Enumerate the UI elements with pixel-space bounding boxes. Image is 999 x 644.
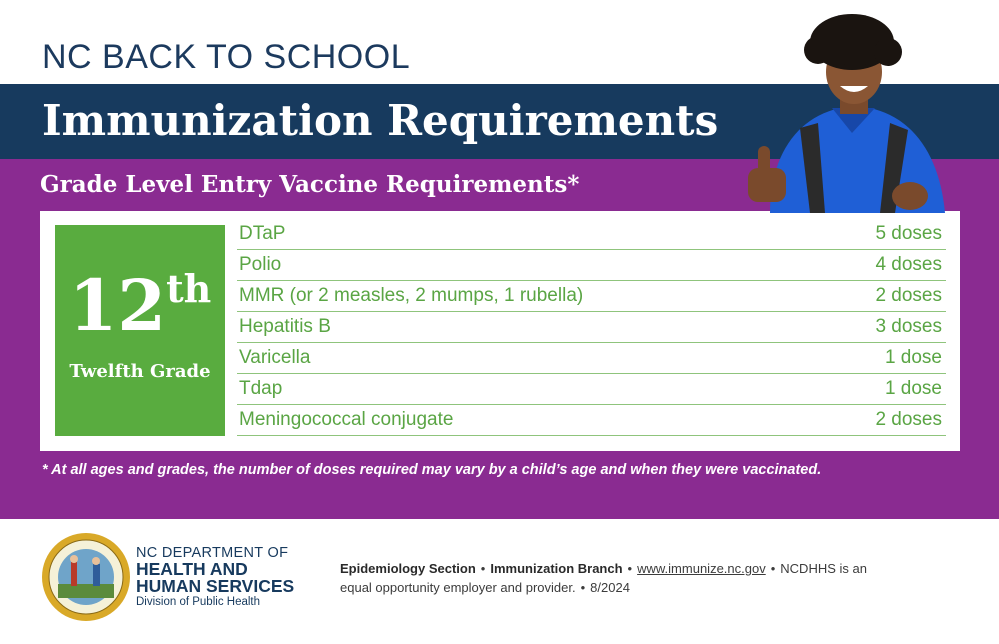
vaccine-doses: 2 doses — [875, 409, 942, 430]
footnote: * At all ages and grades, the number of doses required may vary by a child’s age and when they were vaccinated. — [42, 462, 822, 478]
top-title: NC BACK TO SCHOOL — [42, 38, 411, 76]
date-stamp: 8/2024 — [590, 580, 630, 595]
vaccine-name: Varicella — [239, 347, 311, 368]
vaccine-row — [237, 405, 946, 436]
eo-text-1: NCDHHS is an — [780, 561, 867, 576]
dept-line1: NC DEPARTMENT OF — [136, 545, 289, 561]
vaccine-name: Tdap — [239, 378, 283, 399]
division-name: Division of Public Health — [136, 596, 261, 608]
vaccine-name: Hepatitis B — [239, 316, 331, 337]
grade-label: Twelfth Grade — [69, 361, 211, 382]
vaccine-row — [237, 281, 946, 312]
vaccine-doses: 1 dose — [884, 347, 942, 368]
vaccine-doses: 5 doses — [875, 223, 942, 244]
vaccine-row — [237, 312, 946, 343]
footer-info: Epidemiology Section • Immunization Branch • www.immunize.nc.gov • NCDHHS is an equal opportunity employer and provider. • 8/2024 — [340, 561, 867, 595]
vaccine-row — [237, 343, 946, 374]
vaccine-row — [237, 250, 946, 281]
section-name: Epidemiology Section — [340, 561, 476, 576]
dept-line3: HUMAN SERVICES — [136, 576, 295, 596]
vaccine-name: DTaP — [239, 223, 286, 244]
vaccine-doses: 4 doses — [875, 254, 942, 275]
section-subtitle: Grade Level Entry Vaccine Requirements* — [40, 171, 580, 198]
dept-line2: HEALTH AND — [136, 559, 248, 579]
vaccine-name: Meningococcal conjugate — [239, 409, 454, 430]
student-photo-icon — [740, 8, 950, 213]
vaccine-doses: 2 doses — [875, 285, 942, 306]
nc-seal-icon — [41, 532, 131, 622]
department-name — [136, 545, 294, 608]
grade-number: 12th — [68, 264, 212, 347]
vaccine-row — [237, 219, 946, 250]
grade-badge — [55, 225, 225, 436]
vaccine-doses: 3 doses — [875, 316, 942, 337]
page-title: Immunization Requirements — [42, 96, 719, 145]
eo-text-2: equal opportunity employer and provider. — [340, 580, 576, 595]
vaccine-name: Polio — [239, 254, 282, 275]
vaccine-list — [237, 219, 946, 436]
vaccine-doses: 1 dose — [884, 378, 942, 399]
website-link[interactable]: www.immunize.nc.gov — [637, 561, 766, 576]
vaccine-name: MMR (or 2 measles, 2 mumps, 1 rubella) — [239, 285, 584, 306]
grade-suffix: th — [166, 266, 212, 311]
branch-name: Immunization Branch — [490, 561, 623, 576]
vaccine-row — [237, 374, 946, 405]
